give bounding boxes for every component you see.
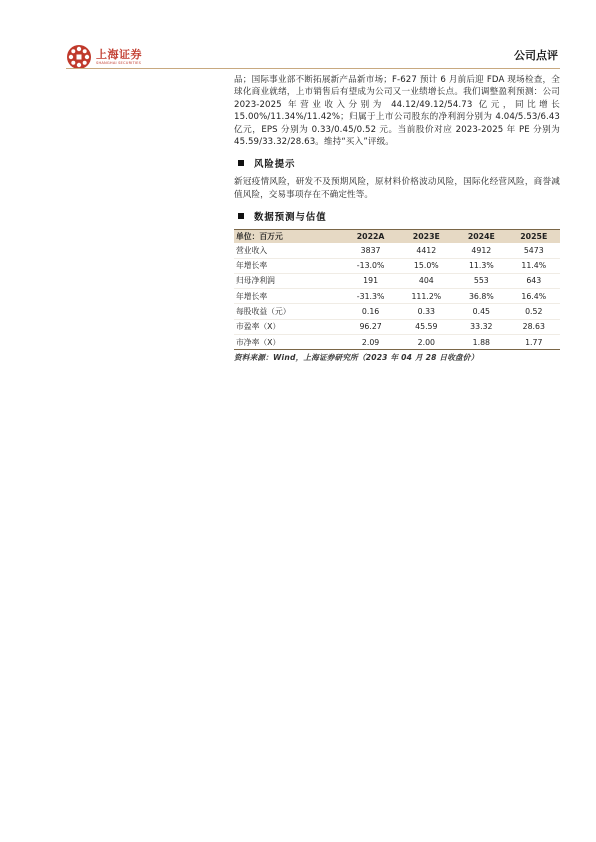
table-cell: 191 bbox=[344, 273, 398, 288]
table-cell: 0.45 bbox=[455, 304, 507, 319]
table-cell: 404 bbox=[398, 273, 456, 288]
table-row bbox=[234, 319, 560, 334]
table-header-cell: 2025E bbox=[508, 230, 560, 243]
forecast-table bbox=[234, 229, 560, 350]
table-header-cell: 2024E bbox=[455, 230, 507, 243]
table-cell: 年增长率 bbox=[234, 289, 344, 304]
table-cell: 3837 bbox=[344, 243, 398, 258]
table-cell: 2.00 bbox=[398, 335, 456, 350]
forecast-title: 数据预测与估值 bbox=[254, 212, 327, 224]
table-cell: 16.4% bbox=[508, 289, 560, 304]
table-source-note: 资料来源：Wind，上海证券研究所（2023 年 04 月 28 日收盘价） bbox=[234, 353, 479, 363]
table-row bbox=[234, 258, 560, 273]
table-row bbox=[234, 304, 560, 319]
table-cell: 553 bbox=[455, 273, 507, 288]
intro-paragraph: 品；国际事业部不断拓展新产品新市场；F-627 预计 6 月前后迎 FDA 现场检查，全球化商业就绪，上市销售后有望成为公司又一业绩增长点。我们调整盈利预测：公司 2023-2025 年营业收入分别为 44.12/49.12/54.73 亿元，同比增长 15.00%/11.34%/11.42%；归属于上市公司股东的净利润分别为 4.04/5.53/6.43 亿元，EPS 分别为 0.33/0.45/0.52 元。当前股价对应 2023-2025 年 PE 分别为 45.59/33.32/28.63。维持“买入”评级。 bbox=[234, 75, 560, 148]
logo-emblem-icon bbox=[66, 44, 92, 70]
table-cell: 营业收入 bbox=[234, 243, 344, 258]
bullet-square-icon bbox=[238, 213, 244, 219]
forecast-section-heading bbox=[234, 209, 560, 223]
logo-chinese-name: 上海证券 bbox=[96, 47, 142, 61]
table-cell: -13.0% bbox=[344, 258, 398, 273]
table-cell: 市盈率（X） bbox=[234, 319, 344, 334]
table-cell: 11.3% bbox=[455, 258, 507, 273]
risk-section-heading bbox=[234, 156, 560, 170]
table-cell: 0.16 bbox=[344, 304, 398, 319]
logo-english-name: SHANGHAI SECURITIES bbox=[96, 60, 142, 65]
document-type: 公司点评 bbox=[514, 49, 558, 62]
main-content bbox=[234, 74, 560, 363]
table-row bbox=[234, 335, 560, 350]
table-cell: 643 bbox=[508, 273, 560, 288]
table-cell: 4912 bbox=[455, 243, 507, 258]
table-row bbox=[234, 243, 560, 258]
table-header-cell: 单位：百万元 bbox=[234, 230, 344, 243]
table-cell: 96.27 bbox=[344, 319, 398, 334]
header-divider bbox=[66, 68, 560, 69]
company-logo bbox=[66, 44, 142, 70]
table-cell: 5473 bbox=[508, 243, 560, 258]
table-cell: 45.59 bbox=[398, 319, 456, 334]
table-cell: 每股收益（元） bbox=[234, 304, 344, 319]
table-cell: 2.09 bbox=[344, 335, 398, 350]
table-cell: 市净率（X） bbox=[234, 335, 344, 350]
table-cell: 36.8% bbox=[455, 289, 507, 304]
table-cell: 归母净利润 bbox=[234, 273, 344, 288]
table-header-cell: 2022A bbox=[344, 230, 398, 243]
table-cell: 33.32 bbox=[455, 319, 507, 334]
table-header-cell: 2023E bbox=[398, 230, 456, 243]
table-cell: 1.88 bbox=[455, 335, 507, 350]
table-cell: 15.0% bbox=[398, 258, 456, 273]
table-cell: 年增长率 bbox=[234, 258, 344, 273]
table-cell: 0.33 bbox=[398, 304, 456, 319]
table-header-row bbox=[234, 230, 560, 243]
risk-paragraph: 新冠疫情风险，研发不及预期风险，原材料价格波动风险，国际化经营风险，商誉减值风险，交易事项存在不确定性等。 bbox=[234, 177, 560, 200]
table-row bbox=[234, 289, 560, 304]
table-cell: 111.2% bbox=[398, 289, 456, 304]
risk-title: 风险提示 bbox=[254, 159, 296, 171]
table-row bbox=[234, 273, 560, 288]
bullet-square-icon bbox=[238, 160, 244, 166]
table-cell: 4412 bbox=[398, 243, 456, 258]
table-cell: 1.77 bbox=[508, 335, 560, 350]
table-cell: -31.3% bbox=[344, 289, 398, 304]
table-cell: 11.4% bbox=[508, 258, 560, 273]
table-cell: 28.63 bbox=[508, 319, 560, 334]
table-cell: 0.52 bbox=[508, 304, 560, 319]
